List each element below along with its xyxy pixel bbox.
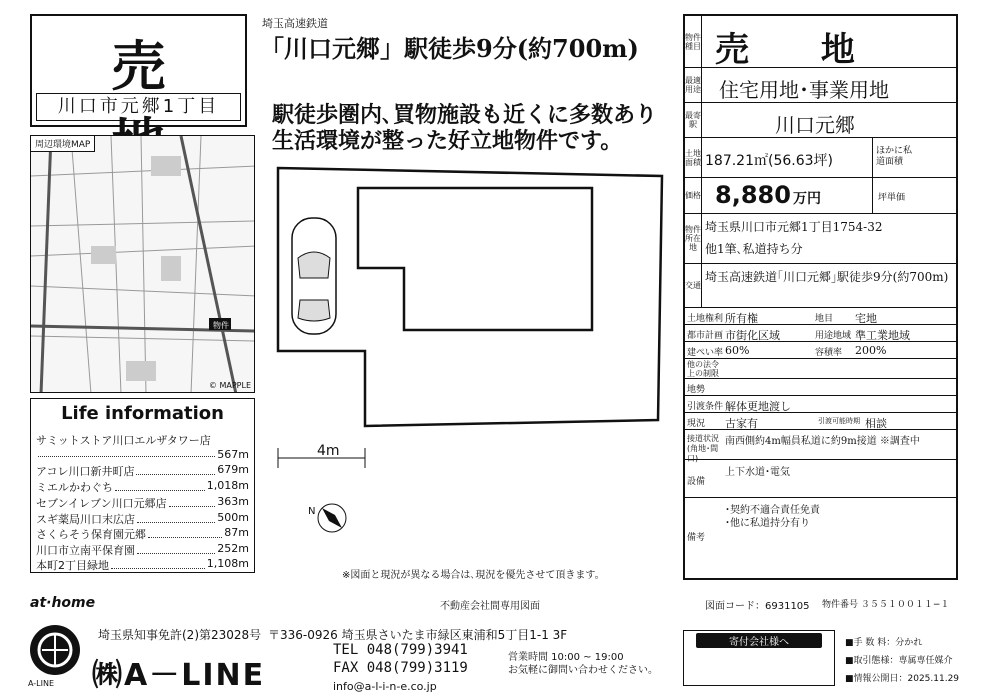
title-address: 川口市元郷1丁目 bbox=[36, 93, 241, 121]
life-heading: Life information bbox=[61, 403, 224, 424]
life-item: アコレ川口新井町店 679m bbox=[36, 463, 249, 478]
property-number: 物件番号 ３５５１００１１−１ bbox=[822, 600, 950, 610]
agent-box-heading: 寄付会社様へ bbox=[696, 633, 822, 648]
map-property-label: 物件 bbox=[213, 321, 229, 330]
company-address: 〒336-0926 埼玉県さいたま市緑区東浦和5丁目1-1 3F bbox=[268, 628, 568, 642]
logo-text: A-LINE bbox=[28, 679, 55, 688]
spec-row-delivery: 引渡条件 解体更地渡し bbox=[685, 396, 956, 413]
life-item-dist: 567m bbox=[36, 448, 249, 461]
map-title: 周辺環境MAP bbox=[31, 136, 95, 152]
map-graphic bbox=[31, 136, 255, 393]
spec-row-facility: 設備 上下水道･電気 bbox=[685, 460, 956, 498]
spec-row-status: 現況 古家有 引渡可能時期 相談 bbox=[685, 413, 956, 430]
area-map bbox=[30, 135, 255, 393]
agent-stamp-box bbox=[683, 630, 835, 686]
industry-only-note: 不動産会社間専用図面 bbox=[440, 601, 540, 612]
map-copyright: © MAPPLE bbox=[208, 381, 251, 390]
life-item: さくらそう保育園元郷 87m bbox=[36, 526, 249, 541]
license-number: 埼玉県知事免許(2)第23028号 bbox=[98, 628, 262, 642]
athome-logo: at·home bbox=[30, 595, 96, 611]
spec-row-price: 価格 8,880 万円 坪単価 bbox=[685, 178, 956, 214]
road-width-label: 4m bbox=[317, 443, 340, 459]
spec-row-traffic: 交通 埼玉高速鉄道｢川口元郷｣駅徒歩9分(約700m) bbox=[685, 264, 956, 308]
car-icon bbox=[292, 218, 336, 334]
catch-copy-1: 駅徒歩圏内､買物施設も近くに多数あり bbox=[272, 102, 658, 128]
spec-table bbox=[683, 14, 958, 580]
business-hours: 営業時間 10:00 ~ 19:00 お気軽に御問い合わせください。 bbox=[508, 652, 658, 676]
spec-row-remarks: 備考 ･契約不適合責任免責 ･他に私道持分有り bbox=[687, 505, 820, 543]
spec-row-rights: 土地権利 所有権 地目 宅地 bbox=[685, 308, 956, 325]
life-item: ミエルかわぐち 1,018m bbox=[36, 479, 249, 494]
price-value: 8,880 bbox=[715, 181, 791, 209]
spec-row-use: 最適用途 住宅用地･事業用地 bbox=[685, 68, 956, 103]
life-item: スギ薬局川口末広店 500m bbox=[36, 511, 249, 526]
drawing-note: ※図面と現況が異なる場合は､現況を優先させて頂きます。 bbox=[342, 570, 605, 581]
spec-row-ratio: 建ぺい率 60% 容積率 200% bbox=[685, 342, 956, 359]
catch-copy-2: 生活環境が整った好立地物件です。 bbox=[272, 128, 623, 154]
station-headline: 「川口元郷」駅徒歩9分(約700m) bbox=[260, 34, 639, 63]
title-box bbox=[30, 14, 247, 127]
north-arrow-icon bbox=[318, 504, 346, 532]
spec-row-terrain: 地勢 bbox=[685, 379, 956, 396]
spec-row-type: 物件種目 売 地 bbox=[685, 16, 956, 68]
page-title: 売 bbox=[111, 34, 206, 98]
life-item: 川口市立南平保育園 252m bbox=[36, 542, 249, 557]
company-email: info@a-l-i-n-e.co.jp bbox=[333, 680, 437, 693]
life-item: サミットストア川口エルザタワー店 bbox=[36, 434, 211, 447]
spec-row-station: 最寄駅 川口元郷 bbox=[685, 103, 956, 138]
north-label: N bbox=[308, 506, 316, 517]
spec-row-area: 土地面積 187.21㎡(56.63坪) ほかに私道面積 bbox=[685, 138, 956, 178]
life-item: 本町2丁目緑地 1,108m bbox=[36, 557, 249, 572]
company-logo-icon bbox=[30, 625, 80, 675]
company-name: ㈱A－LINE bbox=[92, 658, 266, 693]
company-fax: FAX 048(799)3119 bbox=[333, 660, 468, 676]
company-tel: TEL 048(799)3941 bbox=[333, 642, 468, 658]
railway-line: 埼玉高速鉄道 bbox=[262, 17, 328, 30]
spec-row-location: 物件所在地 埼玉県川口市元郷1丁目1754-32 他1筆､私道持ち分 bbox=[685, 214, 956, 264]
transaction-info: ■手 数 料：分かれ ■取引態様：専属専任媒介 ■情報公開日：2025.11.29 bbox=[845, 638, 960, 684]
spec-row-city-plan: 都市計画 市街化区域 用途地域 準工業地域 bbox=[685, 325, 956, 342]
life-information bbox=[30, 398, 255, 573]
plot-drawing bbox=[262, 158, 672, 563]
drawing-code: 図面コード：6931105 bbox=[705, 601, 810, 612]
life-item: セブンイレブン川口元郷店 363m bbox=[36, 495, 249, 510]
spec-row-road: 接道状況(角地･間口) 南西側約4m幅員私道に約9m接道 ※調査中 bbox=[685, 430, 956, 460]
spec-row-other: 他の法令上の制限 bbox=[685, 359, 956, 379]
building-outline bbox=[358, 188, 592, 330]
